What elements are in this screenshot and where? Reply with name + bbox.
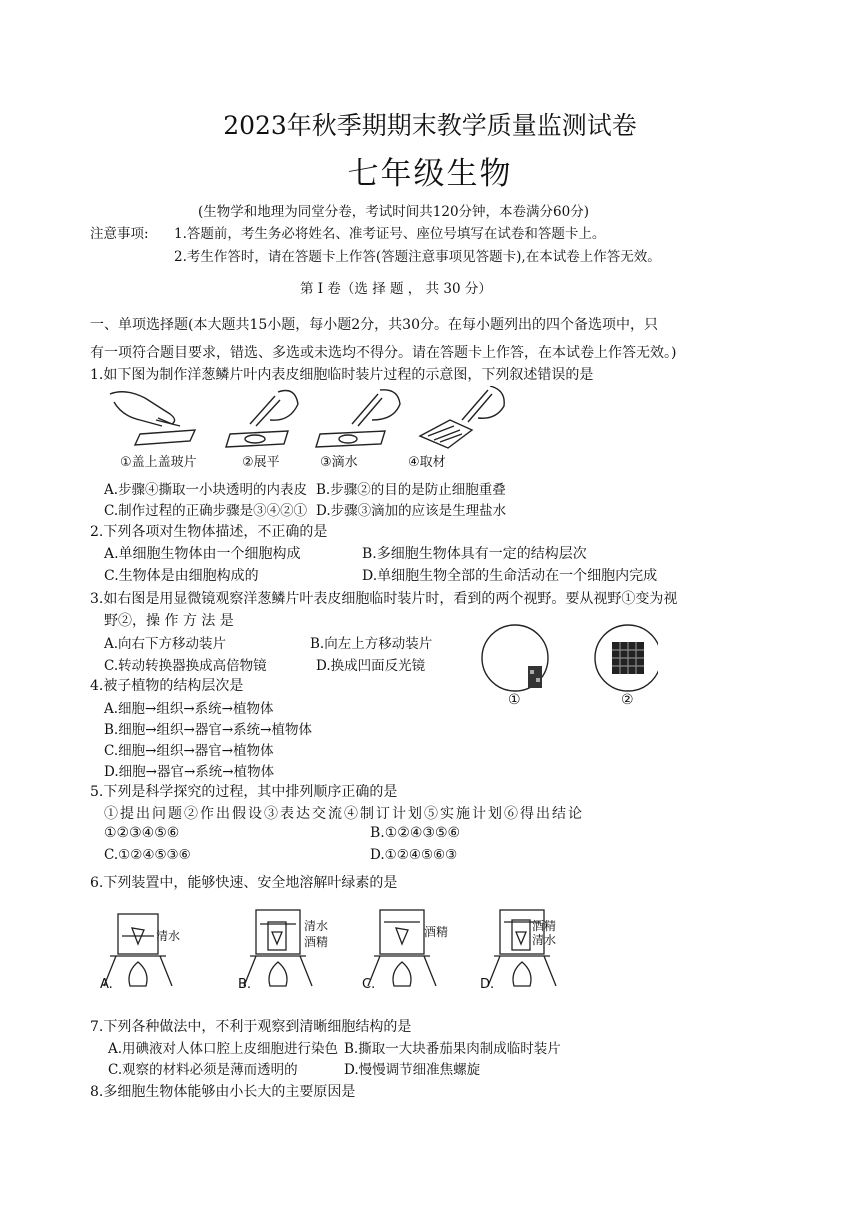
q2-option-a: A.单细胞生物体由一个细胞构成: [104, 546, 301, 562]
q5-option-b: B.①②④③⑤⑥: [370, 825, 461, 841]
q7-option-b: B.撕取一大块番茄果肉制成临时装片: [344, 1041, 561, 1057]
q3-option-c: C.转动转换器换成高倍物镜: [104, 658, 267, 674]
q3-option-a: A.向右下方移动装片: [104, 636, 227, 652]
q3-microscope-fields: [478, 620, 658, 710]
svg-text:酒精: 酒精: [424, 925, 449, 939]
q7-option-c: C.观察的材料必须是薄而透明的: [108, 1062, 298, 1078]
q5-option-a: ①②③④⑤⑥: [104, 825, 180, 841]
q7-option-a: A.用碘液对人体口腔上皮细胞进行染色: [108, 1041, 339, 1057]
option-b-label: B.: [238, 977, 252, 992]
q5-option-d: D.①②④⑤⑥③: [370, 847, 458, 863]
field-1-label: ①: [508, 692, 521, 708]
q3-option-d: D.换成凹面反光镜: [316, 658, 426, 674]
q7-stem: 7.下列各种做法中，不利于观察到清晰细胞结构的是: [90, 1019, 412, 1035]
option-a-label: A.: [100, 977, 113, 992]
svg-text:清水: 清水: [532, 933, 557, 947]
svg-text:清水: 清水: [156, 929, 181, 943]
subject-title: 七年级生物: [347, 156, 513, 192]
q3-stem: 3.如右图是用显微镜观察洋葱鳞片叶表皮细胞临时装片时，看到的两个视野。要从视野①变为视: [90, 591, 678, 607]
notice-item-2: 2.考生作答时，请在答题卡上作答(答题注意事项见答题卡),在本试卷上作答无效。: [174, 249, 661, 265]
q1-fig-label-1: ①盖上盖玻片: [120, 455, 197, 470]
q1-option-d: D.步骤③滴加的应该是生理盐水: [316, 503, 507, 519]
q7-option-d: D.慢慢调节细准焦螺旋: [344, 1062, 481, 1078]
q8-stem: 8.多细胞生物体能够由小长大的主要原因是: [90, 1084, 356, 1100]
q2-option-c: C.生物体是由细胞构成的: [104, 568, 259, 584]
q4-option-c: C.细胞→组织→器官→植物体: [104, 743, 274, 759]
step-flatten-drawing: [226, 391, 298, 448]
exam-title: 2023年秋季期期末教学质量监测试卷: [223, 111, 637, 140]
field-2-label: ②: [621, 692, 634, 708]
q6-stem: 6.下列装置中，能够快速、安全地溶解叶绿素的是: [90, 875, 398, 891]
option-d-label: D.: [480, 977, 495, 992]
q4-option-d: D.细胞→器官→系统→植物体: [104, 764, 275, 780]
svg-text:清水: 清水: [304, 919, 329, 933]
q1-option-a: A.步骤④撕取一小块透明的内表皮: [104, 482, 308, 498]
q4-stem: 4.被子植物的结构层次是: [90, 678, 244, 694]
q1-fig-label-4: ④取材: [408, 455, 446, 470]
section-intro-2: 有一项符合题目要求，错选、多选或未选均不得分。请在答题卡上作答，在本试卷上作答无效。): [90, 345, 677, 361]
field-1-cells: [528, 666, 542, 688]
q4-option-a: A.细胞→组织→系统→植物体: [104, 701, 274, 717]
svg-text:酒精: 酒精: [304, 935, 329, 949]
q1-fig-label-2: ②展平: [242, 455, 280, 470]
q2-stem: 2.下列各项对生物体描述，不正确的是: [90, 524, 328, 540]
q1-option-b: B.步骤②的目的是防止细胞重叠: [316, 482, 506, 498]
step-cover-slip-drawing: [110, 392, 195, 445]
q3-stem-cont: 野②，操 作 方 法 是: [104, 613, 234, 629]
option-c-label: C.: [362, 977, 376, 992]
apparatus-c: [368, 910, 436, 986]
q1-option-c: C.制作过程的正确步骤是③④②①: [104, 503, 308, 519]
apparatus-a: [104, 914, 172, 986]
notice-item-1: 1.答题前，考生务必将姓名、准考证号、座位号填写在试卷和答题卡上。: [174, 226, 606, 242]
q5-steps: ①提出问题②作出假设③表达交流④制订计划⑤实施计划⑥得出结论: [104, 806, 584, 822]
svg-text:酒精: 酒精: [532, 919, 557, 933]
q1-stem: 1.如下图为制作洋葱鳞片叶内表皮细胞临时装片过程的示意图，下列叙述错误的是: [90, 367, 594, 383]
step-drop-water-drawing: [316, 390, 400, 447]
q6-apparatus-figure: [96, 900, 566, 996]
q1-figure: [100, 386, 510, 476]
q5-stem: 5.下列是科学探究的过程，其中排列顺序正确的是: [90, 784, 398, 800]
q4-option-b: B.细胞→组织→器官→系统→植物体: [104, 722, 312, 738]
section-title: 第 I 卷（选 择 题 ， 共 30 分）: [300, 281, 492, 297]
apparatus-b: [244, 910, 312, 986]
notice-label: 注意事项:: [90, 226, 149, 242]
q2-option-d: D.单细胞生物全部的生命活动在一个细胞内完成: [362, 568, 658, 584]
step-take-material-drawing: [420, 386, 504, 448]
exam-note: (生物学和地理为同堂分卷，考试时间共120分钟，本卷满分60分): [198, 204, 589, 220]
section-intro-1: 一、单项选择题(本大题共15小题，每小题2分，共30分。在每小题列出的四个备选项中，只: [90, 317, 658, 333]
q5-option-c: C.①②④⑤③⑥: [104, 847, 191, 863]
q1-fig-label-3: ③滴水: [320, 455, 358, 470]
q2-option-b: B.多细胞生物体具有一定的结构层次: [362, 546, 587, 562]
q3-option-b: B.向左上方移动装片: [310, 636, 433, 652]
